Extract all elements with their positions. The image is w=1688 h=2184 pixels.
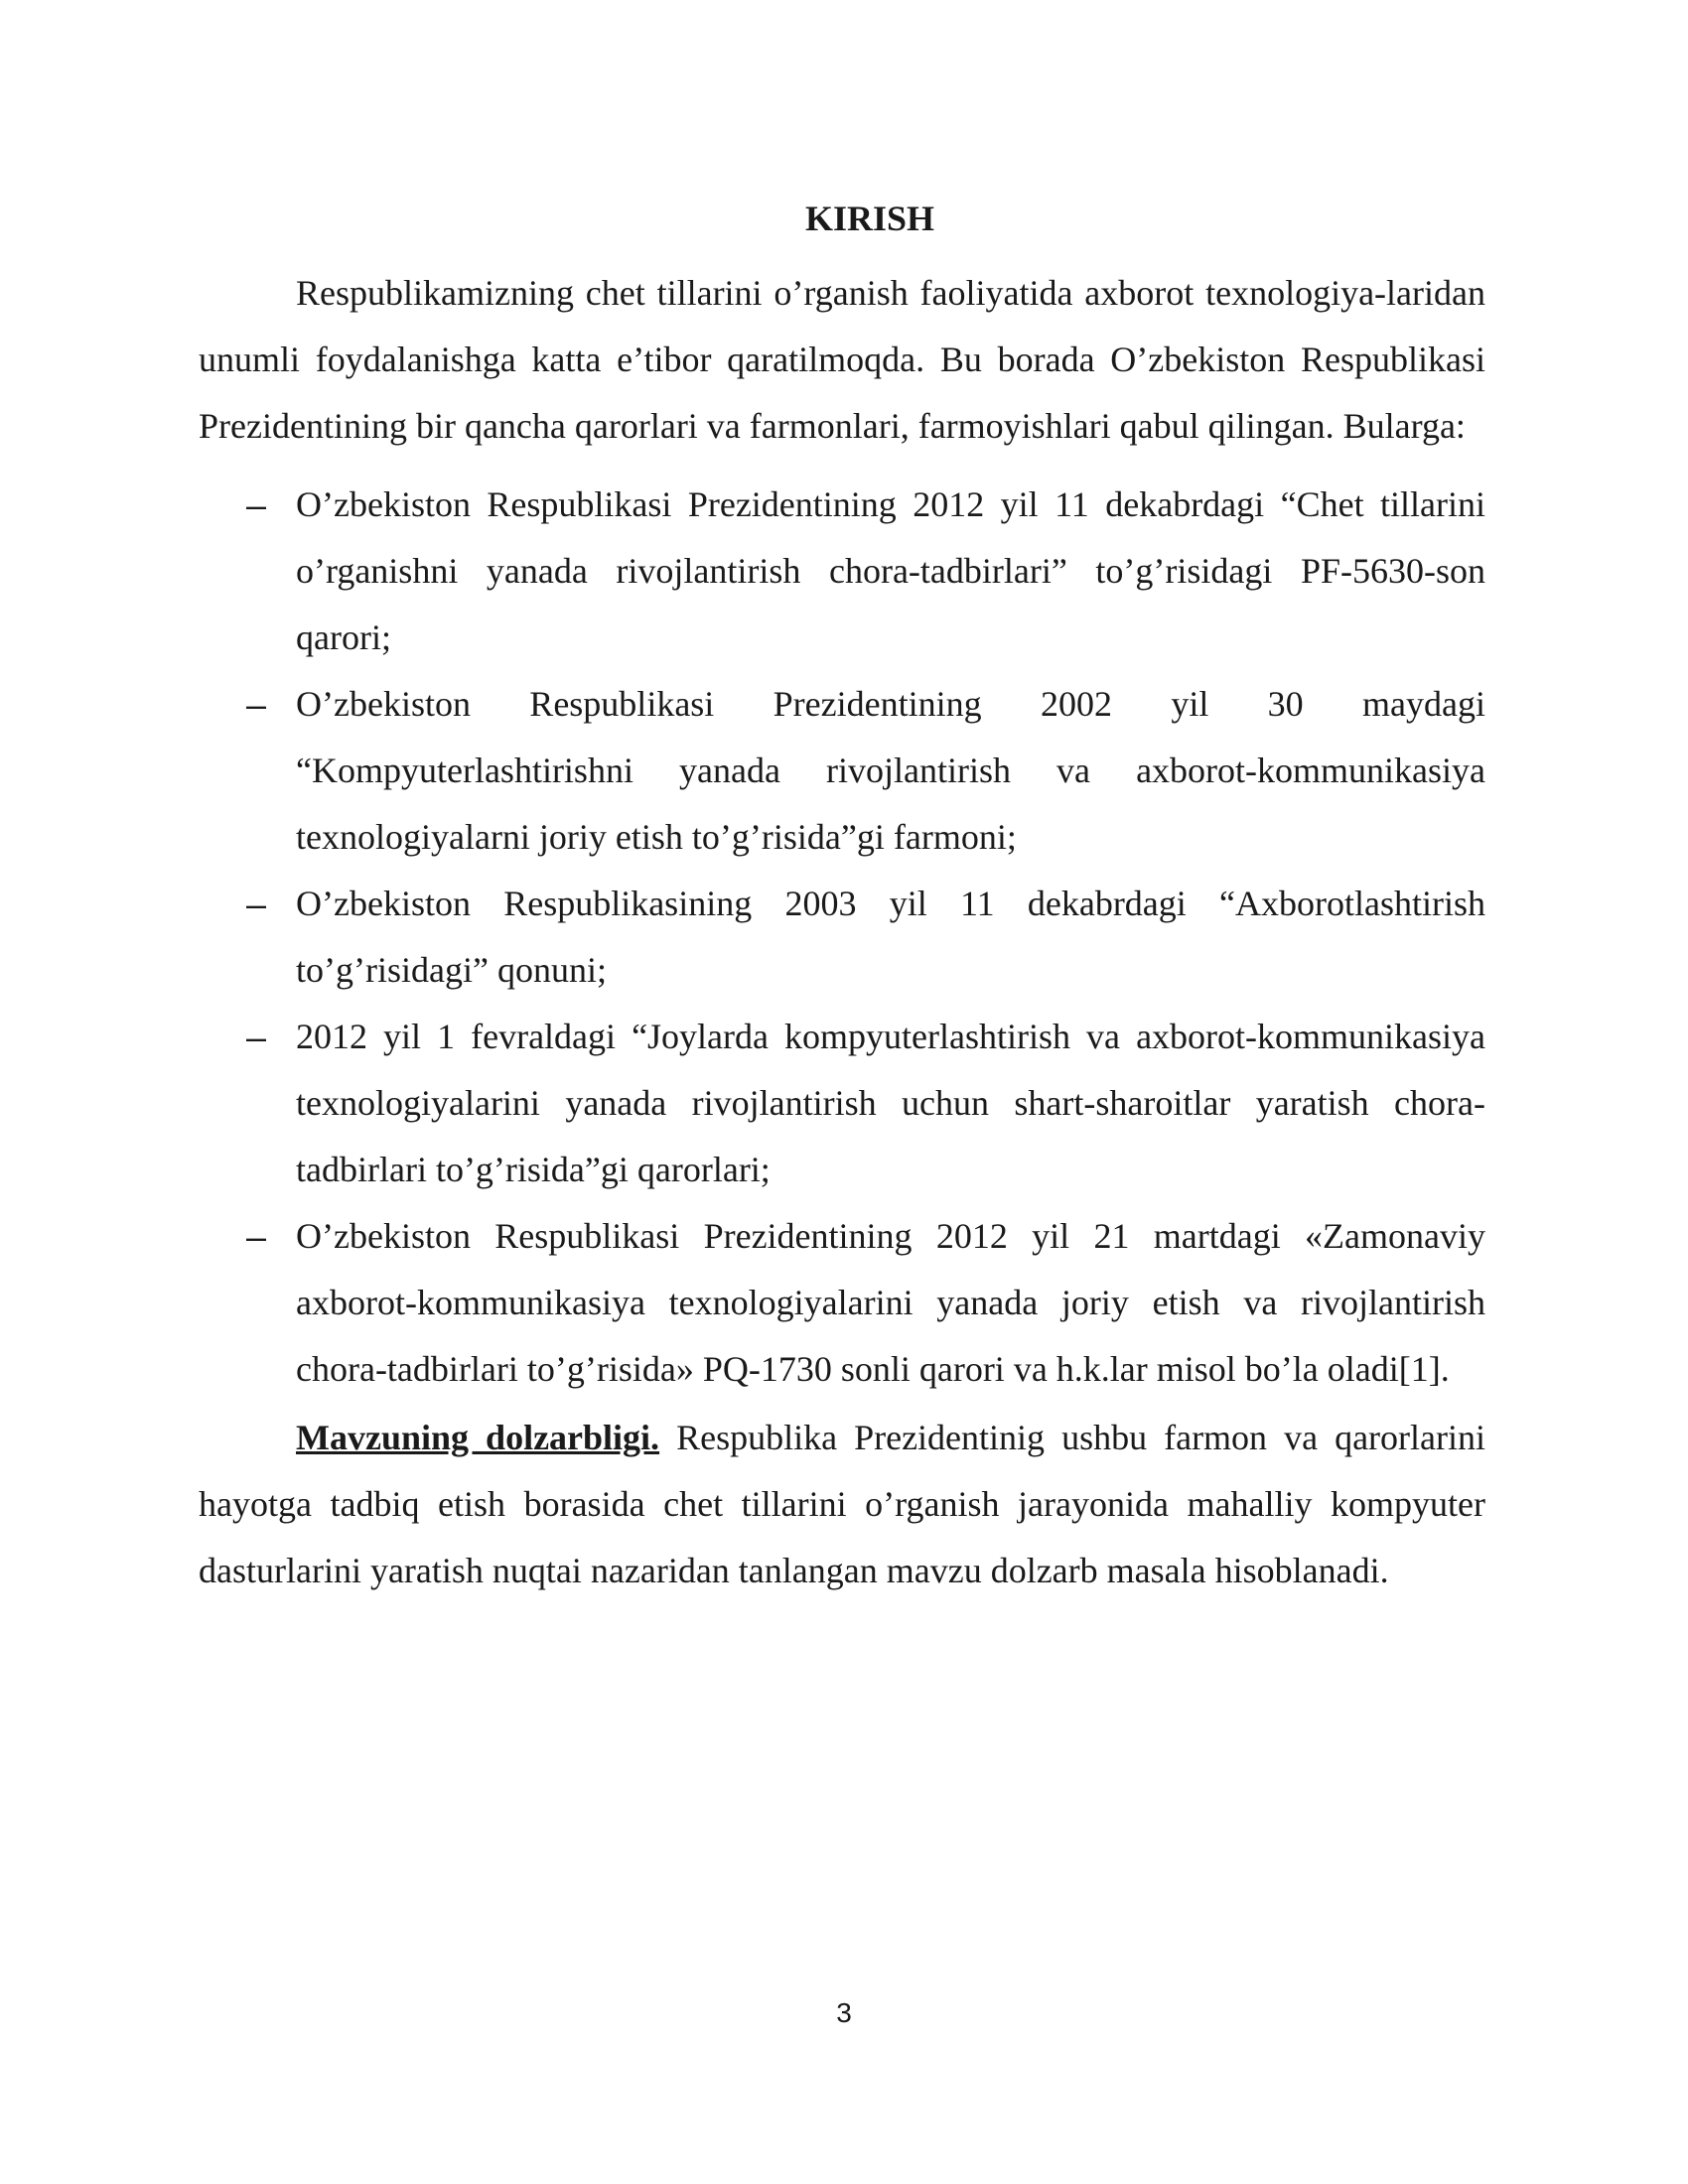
list-item-text: O’zbekiston Respublikasi Prezidentining 2002 yil 30 maydagi “Kompyuterlashtirishni yanada rivojlantirish va axborot-kommunikasiya texnologiyalarni joriy etish to’g’risida”gi farmoni; (296, 684, 1485, 857)
dash-marker: – (246, 484, 267, 525)
list-item (199, 671, 1485, 871)
list-item-text: O’zbekiston Respublikasi Prezidentining 2012 yil 11 dekabrdagi “Chet tillarini o’rganishni yanada rivojlantirish chora-tadbirlari” to’g’risidagi PF-5630-son qarori; (296, 484, 1485, 657)
list-item (199, 1203, 1485, 1403)
dash-marker: – (246, 1216, 267, 1257)
list-item-text: 2012 yil 1 fevraldagi “Joylarda kompyuterlashtirish va axborot-kommunikasiya texnologiyalarini yanada rivojlantirish uchun shart-sharoitlar yaratish chora-tadbirlari to’g’risida”gi qarorlari; (296, 1017, 1485, 1189)
relevance-paragraph (199, 1405, 1485, 1604)
list-item (199, 1004, 1485, 1203)
page-number: 3 (836, 1997, 852, 2028)
list-item-text: O’zbekiston Respublikasining 2003 yil 11 dekabrdagi “Axborotlashtirish to’g’risidagi” qonuni; (296, 884, 1485, 990)
decree-list (199, 472, 1485, 1403)
relevance-lead: Mavzuning dolzarbligi. (296, 1418, 660, 1457)
document-page (199, 195, 1485, 1604)
list-item (199, 871, 1485, 1004)
section-heading: KIRISH (804, 199, 935, 238)
intro-paragraph: Respublikamizning chet tillarini o’rganish faoliyatida axborot texnologiya-laridan unumli foydalanishga katta e’tibor qaratilmoqda. Bu borada O’zbekiston Respublikasi Prezidentining bir qancha qarorlari va farmonlari, farmoyishlari qabul qilingan. Bularga: (199, 273, 1485, 446)
list-item-text: O’zbekiston Respublikasi Prezidentining 2012 yil 21 martdagi «Zamonaviy axborot-kommunikasiya texnologiyalarini yanada joriy etish va rivojlantirish chora-tadbirlari to’g’risida» PQ-1730 sonli qarori va h.k.lar misol bo’la oladi[1]. (296, 1216, 1485, 1389)
dash-marker: – (246, 884, 267, 924)
dash-marker: – (246, 1017, 267, 1057)
list-item (199, 472, 1485, 671)
relevance-text: Respublika Prezidentinig ushbu farmon va qarorlarini hayotga tadbiq etish borasida chet tillarini o’rganish jarayonida mahalliy kompyuter dasturlarini yaratish nuqtai nazaridan tanlangan mavzu dolzarb masala hisoblanadi. (199, 1418, 1486, 1590)
dash-marker: – (246, 684, 267, 725)
